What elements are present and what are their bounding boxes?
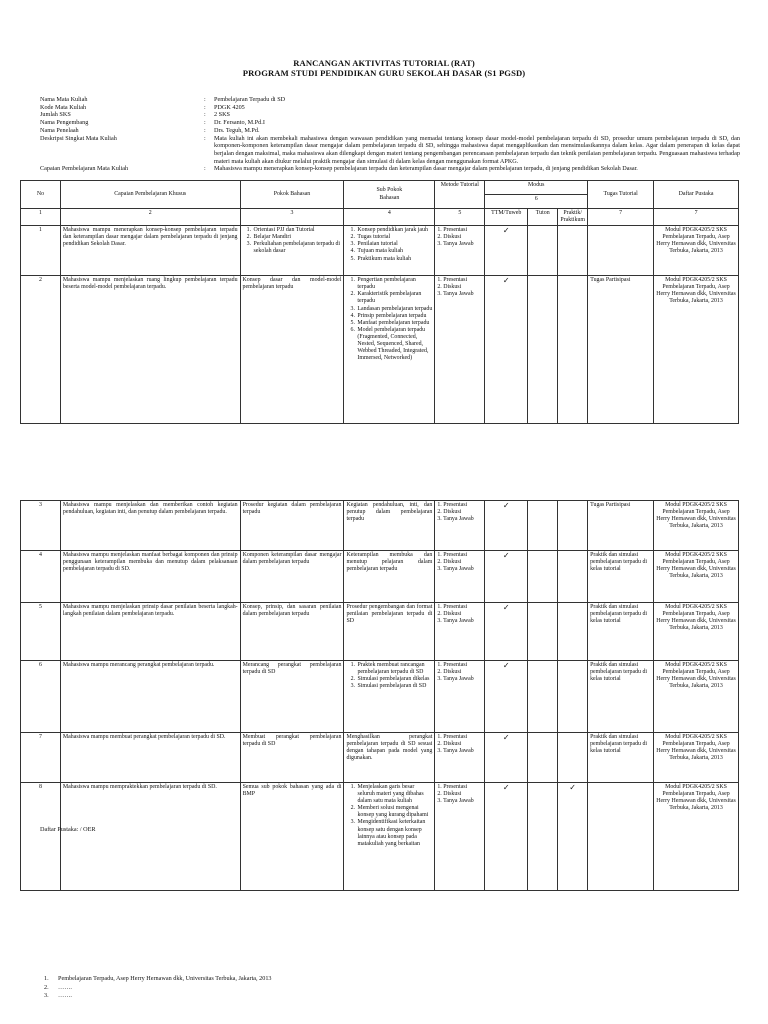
check-icon: ✓ [502,226,510,236]
ttm-cell [485,276,528,424]
pustaka-text: Modul PDGK4205/2 SKS Pembelajaran Terpadu, Asep Herry Hernawan dkk, Universitas Terbuka, Jakarta, 2013 [656,277,736,305]
pokok-cell [240,733,344,783]
reference-item [44,992,272,1001]
info-label: Kode Mata Kuliah [40,103,87,111]
colon: : [204,103,206,111]
cpmk-value: Mahasiswa mampu menerapkan konsep-konsep pembelajaran terpadu dan keterampilan dasar mengajar dalam pembelajaran terpadu, di jenjang pendidikan Sekolah Dasar. [214,165,638,172]
pokok-text: Membuat perangkat pembelajaran terpadu di SD [242,734,342,748]
cp-text: Mahasiswa mampu menjelaskan dan memberikan contoh kegiatan pendahuluan, kegiatan inti, dan penutup dalam pembelajaran terpadu. [62,502,238,516]
reference-number: 1. [44,975,49,982]
sub-list [346,277,432,362]
column-number: 4 [344,209,435,226]
table-row [21,603,739,661]
pokok-text: Komponen keterampilan dasar mengajar dalam pembelajaran terpadu [242,552,342,566]
pokok-text: Konsep, prinsip, dan sasaran penilaian dalam pembelajaran terpadu [242,604,342,618]
tugas-text: Praktik dan simulasi pembelajaran terpadu di kelas tutorial [590,604,648,625]
info-value: PDGK 4205 [214,103,245,111]
colon: : [204,111,206,119]
cp-cell [60,276,240,424]
ttm-cell [485,783,528,891]
colon: : [204,96,206,103]
praktik-cell [558,226,588,276]
column-number-row [21,209,739,226]
info-value: 2 SKS [214,111,230,119]
pustaka-cell [654,603,739,661]
pustaka-text: Modul PDGK4205/2 SKS Pembelajaran Terpadu, Asep Herry Hernawan dkk, Universitas Terbuka, Jakarta, 2013 [656,662,736,690]
metode-cell [435,226,485,276]
metode-item: 3. Tanya Jawab [437,566,474,573]
metode-item: 2. Diskusi [437,234,462,241]
pokok-item: 1. Orientasi PJJ dan Tutorial [253,227,342,234]
tugas-text: Praktik dan simulasi pembelajaran terpadu di kelas tutorial [590,552,648,573]
sub-item: 1. Konsep pendidikan jarak jauh [356,227,432,234]
info-value: Mata kuliah ini akan membekali mahasiswa dengan wawasan pendidikan yang memadai tentang konsep dasar model-model pembelajaran terpadu di SD, prosedur umum pembelajaran terpadu di SD, dan komponen-komponen keterampilan dasar mengajar dalam pembelajaran terpadu di SD, sehingga mahasiswa dapat mengaplikasikan dan mensimulasikannya dalam kelas. Agar dalam penerapan di kelas dapat berjalan dengan maksimal, maka mahasiswa akan dilengkapi dengan materi tentang pengembangan perencanaan pembelajaran terpadu dan teknik penilaian pembelajaran terpadu. Penguasaan mahasiswa terhadap materi mata kuliah akan diukur melalui praktik mengajar dan simulasi di dalam kelas dengan menggunakan format APKG. [214,134,740,165]
cp-cell [60,603,240,661]
pokok-cell [240,501,344,551]
cp-text: Mahasiswa mampu menjelaskan manfaat berbagai komponen dan prinsip penggunaan keterampilan membuka dan menutup dalam pelaksanaan pembelajaran terpadu di SD. [62,552,238,573]
info-label: Nama Pengembang [40,119,89,127]
tuton-cell [528,276,558,424]
sub-cell [344,603,435,661]
metode-item: 2. Diskusi [437,509,462,516]
header-no: No [21,181,61,209]
cp-text: Mahasiswa mampu menerapkan konsep-konsep pembelajaran terpadu dan keterampilan dasar mengajar dalam pembelajaran terpadu di jenjang pendidikan Sekolah Dasar. [62,227,238,248]
column-number: 1 [21,209,61,226]
praktik-cell [558,783,588,891]
sub-item: 5. Praktikum mata kuliah [356,256,432,263]
sub-text: Menghasilkan perangkat pembelajaran terpadu di SD sesuai dengan tahapan pada model yang digunakan. [346,734,433,762]
colon: : [204,165,206,172]
header-praktik: Praktik/ Praktikum [558,209,588,226]
sub-cell [344,276,435,424]
sub-item: 4. Prinsip pembelajaran terpadu [356,313,432,320]
metode-item: 1. Presentasi [437,552,468,558]
reference-number: 3. [44,992,49,999]
reference-list [44,975,272,1001]
pokok-item: 2. Belajar Mandiri [253,234,342,241]
colon: : [204,119,206,127]
cp-cell [60,733,240,783]
praktik-cell [558,661,588,733]
pokok-cell [240,226,344,276]
cp-text: Mahasiswa mampu mempraktekkan pembelajaran terpadu di SD. [62,784,217,790]
tuton-cell [528,733,558,783]
header-modus: Modus [485,181,588,195]
table-row [21,783,739,891]
tuton-cell [528,661,558,733]
metode-item: 2. Diskusi [437,741,462,748]
info-value: Dr. Fersanto, M.Pd.I [214,119,265,127]
check-icon: ✓ [569,783,576,792]
document-title: RANCANGAN AKTIVITAS TUTORIAL (RAT) [293,58,475,68]
tugas-cell [588,661,654,733]
ttm-cell [485,501,528,551]
pokok-cell [240,661,344,733]
metode-item: 2. Diskusi [437,559,462,566]
check-icon: ✓ [502,276,510,286]
pokok-item: 3. Perkuliahan pembelajaran terpadu di sekolah dasar [253,241,342,255]
cp-cell [60,783,240,891]
table-row [21,226,739,276]
pustaka-cell [654,501,739,551]
header-sub: Sub Pokok Bahasan [344,181,435,209]
info-label: Nama Mata Kuliah [40,96,88,103]
metode-cell [435,733,485,783]
header-cp: Capaian Pembelajaran Khusus [60,181,240,209]
reference-item [44,975,272,984]
check-icon: ✓ [502,603,510,612]
table-row [21,551,739,603]
row-number: 6 [21,661,61,733]
header-pustaka: Daftar Pustaka [654,181,739,209]
pokok-cell [240,551,344,603]
ttm-cell [485,661,528,733]
info-row [40,127,740,135]
info-row [40,104,740,112]
row-number: 5 [21,603,61,661]
course-info [40,96,740,165]
row-number: 8 [21,783,61,891]
sub-item: 3. Landasan pembelajaran terpadu [356,306,432,313]
metode-item: 1. Presentasi [437,784,468,790]
sub-text: Prosedur pengembangan dan format penilaian pembelajaran terpadu di SD [346,604,433,625]
header-modus-number: 6 [485,195,588,209]
sub-list [346,784,432,848]
metode-item: 1. Presentasi [437,734,468,740]
praktik-cell [558,603,588,661]
sub-list [346,662,432,690]
metode-cell [435,603,485,661]
tuton-cell [528,603,558,661]
cp-text: Mahasiswa mampu membuat perangkat pembelajaran terpadu di SD. [62,734,226,740]
pokok-list [243,227,342,255]
tugas-cell [588,226,654,276]
sub-cell [344,226,435,276]
sub-cell [344,501,435,551]
sub-item: 6. Model pembelajaran terpadu (Fragmented, Connected, Nested, Sequenced, Shared, Webbed Threaded, Integrated, Immersed, Networked) [356,327,432,362]
info-value: Pembelajaran Terpadu di SD [214,96,286,103]
metode-cell [435,661,485,733]
sub-item: 3. Simulasi pembelajaran di SD [356,683,432,690]
reference-heading: Daftar Pustaka: / OER [40,826,96,833]
sub-cell [344,551,435,603]
column-number: 5 [435,209,485,226]
tugas-cell [588,276,654,424]
cp-text: Mahasiswa mampu menjelaskan prinsip dasar penilaian beserta langkah-langkah penilaian dalam pembelajaran terpadu. [62,604,238,618]
info-row [40,96,740,104]
sub-item: 4. Tujuan mata kuliah [356,248,432,255]
metode-item: 3. Tanya Jawab [437,676,474,683]
pustaka-cell [654,783,739,891]
pokok-cell [240,783,344,891]
sub-item: 1. Praktek membuat rancangan pembelajaran terpadu di SD [356,662,432,676]
check-icon: ✓ [502,551,510,560]
praktik-cell [558,733,588,783]
info-row [40,111,740,119]
info-label: Nama Penelaah [40,126,79,134]
sub-text: Kegiatan pendahuluan, inti, dan penutup dalam pembelajaran terpadu [346,502,433,523]
reference-number: 2. [44,983,49,991]
cp-cell [60,551,240,603]
metode-item: 1. Presentasi [437,604,468,610]
pustaka-text: Modul PDGK4205/2 SKS Pembelajaran Terpadu, Asep Herry Hernawan dkk, Universitas Terbuka, Jakarta, 2013 [656,552,736,580]
row-number: 1 [21,226,61,276]
metode-item: 3. Tanya Jawab [437,748,474,755]
tugas-cell [588,551,654,603]
praktik-cell [558,551,588,603]
tugas-cell [588,783,654,891]
pustaka-text: Modul PDGK4205/2 SKS Pembelajaran Terpadu, Asep Herry Hernawan dkk, Universitas Terbuka, Jakarta, 2013 [656,227,736,255]
table-row [21,733,739,783]
cp-cell [60,226,240,276]
metode-cell [435,551,485,603]
metode-item: 3. Tanya Jawab [437,618,474,625]
row-number: 4 [21,551,61,603]
tugas-cell [588,733,654,783]
metode-item: 1. Presentasi [437,277,468,284]
cp-text: Mahasiswa mampu menjelaskan ruang lingkup pembelajaran terpadu beserta model-model pembelajaran terpadu. [62,277,238,291]
reference-text: ……. [58,983,72,991]
sub-item: 1. Pengertian pembelajaran terpadu [356,277,432,291]
ttm-cell [485,603,528,661]
pokok-text: Semua sub pokok bahasan yang ada di BMP [242,784,342,798]
metode-item: 1. Presentasi [437,502,468,508]
row-number: 3 [21,501,61,551]
metode-item: 3. Tanya Jawab [437,516,474,523]
ttm-cell [485,733,528,783]
tugas-text: Praktik dan simulasi pembelajaran terpadu di kelas tutorial [590,734,648,755]
column-number: 3 [240,209,344,226]
header-tugas: Tugas Tutorial [588,181,654,209]
ttm-cell [485,226,528,276]
tuton-cell [528,226,558,276]
metode-cell [435,276,485,424]
praktik-cell [558,276,588,424]
tugas-text: Tugas Partisipasi [590,502,631,508]
sub-list [346,227,432,262]
header-pokok: Pokok Bahasan [240,181,344,209]
info-value: Drs. Teguh, M.Pd. [214,126,260,134]
sub-cell [344,783,435,891]
reference-item [44,984,272,993]
pokok-text: Prosedur kegiatan dalam pembelajaran terpadu [242,502,342,516]
cp-text: Mahasiswa mampu merancang perangkat pembelajaran terpadu. [62,662,215,668]
colon: : [204,134,206,142]
sub-item: 2. Karakteristik pembelajaran terpadu [356,291,432,305]
tutorial-activity-table-continued [20,500,739,891]
pustaka-text: Modul PDGK4205/2 SKS Pembelajaran Terpadu, Asep Herry Hernawan dkk, Universitas Terbuka, Jakarta, 2013 [656,784,736,812]
metode-item: 3. Tanya Jawab [437,798,474,805]
row-number: 2 [21,276,61,424]
tugas-cell [588,603,654,661]
reference-text: ……. [58,992,72,999]
check-icon: ✓ [502,733,510,742]
colon: : [204,126,206,134]
tuton-cell [528,501,558,551]
pokok-text: Konsep dasar dan model-model pembelajaran terpadu [242,277,342,291]
sub-item: 1. Menjelaskan garis besar seluruh materi yang dibahas dalam satu mata kuliah [356,784,432,805]
tutorial-activity-table [20,180,739,424]
document-subtitle: PROGRAM STUDI PENDIDIKAN GURU SEKOLAH DASAR (S1 PGSD) [242,68,526,78]
pustaka-text: Modul PDGK4205/2 SKS Pembelajaran Terpadu, Asep Herry Hernawan dkk, Universitas Terbuka, Jakarta, 2013 [656,734,736,762]
cp-cell [60,501,240,551]
tugas-cell [588,501,654,551]
header-metode: Metode Tutorial [435,181,485,209]
metode-item: 1. Presentasi [437,662,468,668]
table-row [21,501,739,551]
pustaka-cell [654,551,739,603]
sub-item: 2. Tugas tutorial [356,234,432,241]
metode-item: 1. Presentasi [437,227,468,234]
pokok-cell [240,603,344,661]
sub-item: 3. Penilaian tutorial [356,241,432,248]
sub-item: 5. Manfaat pembelajaran terpadu [356,320,432,327]
info-row [40,119,740,127]
sub-item: 3. Mengidentifikasi keterkaitan konsep satu dengan konsep lainnya atau konsep pada matakuliah yang berkaitan [356,819,432,847]
pustaka-cell [654,733,739,783]
tuton-cell [528,783,558,891]
praktik-cell [558,501,588,551]
cpmk-label: Capaian Pembelajaran Mata Kuliah [40,165,129,172]
pokok-text: Merancang perangkat pembelajaran terpadu di SD [242,662,342,676]
header-tuton: Tuton [528,209,558,226]
metode-item: 2. Diskusi [437,284,462,291]
course-learning-outcome [40,165,750,172]
pustaka-text: Modul PDGK4205/2 SKS Pembelajaran Terpadu, Asep Herry Hernawan dkk, Universitas Terbuka, Jakarta, 2013 [656,604,736,632]
info-label: Deskripsi Singkat Mata Kuliah [40,134,117,142]
metode-item: 3. Tanya Jawab [437,291,474,298]
tugas-text: Praktik dan simulasi pembelajaran terpadu di kelas tutorial [590,662,648,683]
metode-item: 2. Diskusi [437,611,462,618]
sub-text: Keterampilan membuka dan menutup pelajaran dalam pembelajaran terpadu [346,552,433,573]
header-ttm: TTM/Tuweb [485,209,528,226]
pustaka-cell [654,661,739,733]
check-icon: ✓ [502,501,510,510]
metode-item: 3. Tanya Jawab [437,241,474,248]
table-row [21,661,739,733]
tugas-text: Tugas Partisipasi [590,277,631,284]
pustaka-text: Modul PDGK4205/2 SKS Pembelajaran Terpadu, Asep Herry Hernawan dkk, Universitas Terbuka, Jakarta, 2013 [656,502,736,530]
pustaka-cell [654,226,739,276]
pustaka-cell [654,276,739,424]
cp-cell [60,661,240,733]
sub-cell [344,661,435,733]
column-number: 7 [654,209,739,226]
info-row [40,135,740,166]
row-number: 7 [21,733,61,783]
check-icon: ✓ [502,783,510,792]
reference-text: Pembelajaran Terpadu, Asep Herry Hernawan dkk, Universitas Terbuka, Jakarta, 2013 [58,975,272,982]
metode-item: 2. Diskusi [437,791,462,798]
table-row [21,276,739,424]
ttm-cell [485,551,528,603]
metode-cell [435,783,485,891]
metode-item: 2. Diskusi [437,669,462,676]
check-icon: ✓ [502,661,510,670]
info-label: Jumlah SKS [40,111,71,119]
column-number: 7 [588,209,654,226]
sub-item: 2. Simulasi pembelajaran dikelas [356,676,432,683]
column-number: 2 [60,209,240,226]
pokok-cell [240,276,344,424]
sub-cell [344,733,435,783]
metode-cell [435,501,485,551]
tuton-cell [528,551,558,603]
sub-item: 2. Memberi solusi mengenai konsep yang kurang dipahami [356,805,432,819]
